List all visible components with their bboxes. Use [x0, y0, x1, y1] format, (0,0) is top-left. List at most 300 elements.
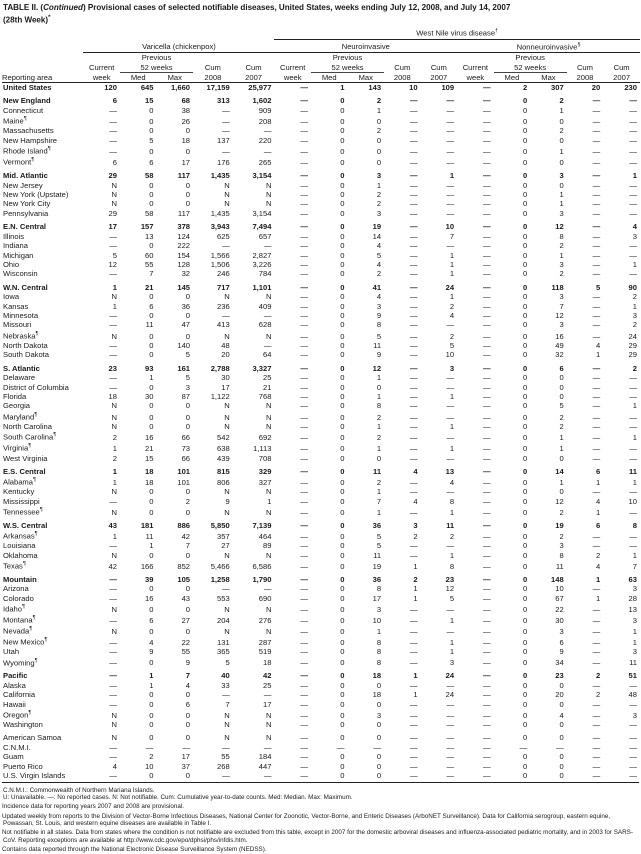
cell-varicella-cum-2008: 365 — [217, 647, 230, 657]
title-week: (28th Week) — [3, 15, 49, 25]
cell-nonneuroinvasive-current-week: — — [483, 392, 491, 401]
cell-varicella-cum-2008: N — [224, 507, 230, 517]
cell-nonneuroinvasive-med: 0 — [522, 250, 528, 260]
row-area-label: West Virginia — [3, 453, 48, 463]
cell-neuroinvasive-current-week: — — [300, 433, 308, 442]
header-52weeks-nonneuro: 52 weeks — [494, 63, 567, 73]
cell-nonneuroinvasive-max: 0 — [559, 453, 564, 463]
cell-neuroinvasive-med: 0 — [340, 615, 345, 625]
cell-varicella-max: 0 — [185, 126, 191, 136]
cell-neuroinvasive-cum-2007: — — [446, 720, 455, 730]
cell-varicella-cum-2008: 439 — [217, 453, 230, 463]
row-footnote-mark: ¶ — [44, 637, 48, 644]
table-row — [2, 373, 640, 382]
table-row — [2, 506, 640, 517]
cell-varicella-max: 26 — [181, 116, 191, 126]
cell-neuroinvasive-med: 0 — [340, 733, 345, 743]
row-footnote-mark: ¶ — [28, 710, 32, 717]
cell-nonneuroinvasive-current-week: — — [483, 250, 491, 260]
cell-nonneuroinvasive-med: 0 — [522, 761, 528, 771]
cell-varicella-cum-2008: — — [222, 742, 230, 752]
cell-varicella-current-week: 43 — [108, 520, 117, 530]
table-row — [2, 311, 640, 320]
cell-nonneuroinvasive-max: 11 — [555, 561, 564, 571]
cell-varicella-current-week: — — [109, 541, 117, 551]
cell-nonneuroinvasive-current-week: — — [483, 146, 491, 156]
cell-varicella-med: 1 — [149, 541, 154, 551]
cell-neuroinvasive-med: 0 — [340, 135, 345, 145]
cell-nonneuroinvasive-max: 2 — [559, 531, 564, 541]
cell-varicella-cum-2007: 329 — [258, 466, 272, 476]
cell-nonneuroinvasive-med: 0 — [522, 231, 528, 241]
cell-varicella-current-week: N — [111, 507, 117, 517]
cell-varicella-cum-2007: N — [265, 733, 272, 743]
cell-nonneuroinvasive-cum-2007: 1 — [632, 626, 637, 636]
cell-neuroinvasive-current-week: — — [300, 231, 308, 241]
row-area-label: Maryland¶ — [3, 411, 38, 422]
header-row-subgroups — [2, 39, 640, 53]
cell-varicella-current-week: — — [109, 241, 117, 251]
row-area-label: California — [3, 690, 36, 700]
cell-varicella-med: 5 — [149, 135, 154, 145]
header-cum-neuro-2008: Cum — [394, 63, 411, 73]
cell-varicella-cum-2008: 413 — [217, 320, 230, 330]
cell-neuroinvasive-max: 11 — [373, 340, 382, 350]
cell-varicella-cum-2007: N — [265, 292, 272, 302]
cell-neuroinvasive-current-week: — — [300, 541, 308, 551]
cell-nonneuroinvasive-current-week: — — [483, 658, 491, 668]
cell-nonneuroinvasive-med: 0 — [522, 373, 528, 383]
row-area-label: Connecticut — [3, 105, 44, 115]
cell-varicella-current-week: — — [109, 593, 117, 603]
cell-neuroinvasive-max: 14 — [372, 231, 382, 241]
cell-neuroinvasive-cum-2008: — — [409, 421, 418, 431]
cell-neuroinvasive-cum-2008: — — [409, 720, 418, 730]
table-row — [2, 283, 640, 292]
cell-varicella-cum-2008: N — [224, 331, 230, 341]
cell-neuroinvasive-cum-2007: — — [446, 373, 455, 383]
cell-nonneuroinvasive-current-week: — — [483, 626, 491, 636]
cell-neuroinvasive-med: 0 — [340, 487, 345, 497]
cell-varicella-cum-2007: — — [263, 126, 272, 136]
cell-varicella-med: 6 — [149, 615, 154, 625]
cell-nonneuroinvasive-current-week: — — [483, 680, 491, 690]
cell-nonneuroinvasive-max: 0 — [559, 761, 564, 771]
row-area-label: Indiana — [3, 241, 28, 251]
cell-neuroinvasive-cum-2008: — — [409, 401, 418, 411]
cell-neuroinvasive-cum-2007: 1 — [449, 507, 455, 517]
cell-varicella-current-week: — — [109, 584, 117, 594]
cell-neuroinvasive-cum-2007: 5 — [449, 340, 455, 350]
header-spacer-v-cur — [83, 53, 120, 63]
row-area-label: U.S. Virgin Islands — [3, 771, 66, 781]
cell-neuroinvasive-med: 0 — [340, 574, 345, 584]
row-area-label: Tennessee¶ — [3, 507, 43, 517]
cell-nonneuroinvasive-med: 0 — [522, 710, 528, 720]
cell-varicella-max: 0 — [185, 507, 191, 517]
cell-varicella-cum-2007: 692 — [258, 433, 272, 442]
cell-varicella-cum-2007: 208 — [258, 116, 272, 126]
cell-neuroinvasive-med: 0 — [340, 550, 345, 560]
cell-varicella-med: 0 — [149, 190, 154, 199]
cell-neuroinvasive-med: 0 — [340, 382, 345, 392]
cell-varicella-max: 0 — [185, 311, 191, 320]
cell-nonneuroinvasive-cum-2008: — — [592, 199, 601, 209]
cell-neuroinvasive-max: 8 — [376, 658, 382, 668]
cell-nonneuroinvasive-med: 0 — [522, 593, 528, 603]
cell-varicella-cum-2008: N — [224, 421, 230, 431]
cell-varicella-current-week: — — [109, 637, 117, 647]
cell-varicella-cum-2008: 3,943 — [210, 222, 230, 232]
cell-varicella-med: 11 — [145, 320, 154, 330]
cell-neuroinvasive-cum-2007: — — [446, 604, 455, 614]
table-row — [2, 521, 640, 530]
table-row — [2, 487, 640, 496]
row-area-label: Wyoming¶ — [3, 657, 38, 668]
cell-neuroinvasive-med: 0 — [340, 269, 345, 279]
cell-nonneuroinvasive-max: 0 — [559, 392, 564, 401]
footnote-dagger-text: Updated weekly from reports to the Division of Vector-Borne Infectious Diseases, National Center for Zoonotic, Vector-Borne, and Enteric Diseases (ArboNET Surveillance). Data for California serogroup, eastern equine, Powassan, St. Louis, and western equine diseases are available in Table I. — [2, 812, 611, 828]
cell-neuroinvasive-med: 0 — [340, 466, 345, 476]
cell-nonneuroinvasive-max: 1 — [559, 146, 564, 156]
cell-varicella-med: 0 — [149, 382, 154, 392]
row-area-label: District of Columbia — [3, 382, 69, 392]
cell-neuroinvasive-cum-2008: — — [409, 626, 418, 636]
cell-varicella-cum-2008: 131 — [217, 637, 230, 647]
cell-varicella-max: 4 — [185, 680, 191, 690]
cell-neuroinvasive-cum-2008: — — [409, 340, 418, 350]
table-row — [2, 743, 640, 752]
cell-neuroinvasive-max: 0 — [376, 733, 382, 743]
header-row-previous — [2, 53, 640, 63]
cell-neuroinvasive-cum-2008: — — [409, 477, 418, 487]
cell-nonneuroinvasive-cum-2007: 230 — [624, 83, 637, 93]
cell-neuroinvasive-current-week: — — [300, 520, 308, 530]
cell-varicella-current-week: — — [109, 771, 117, 781]
cell-nonneuroinvasive-med: 0 — [522, 363, 528, 373]
cell-neuroinvasive-max: 18 — [372, 671, 382, 681]
cell-nonneuroinvasive-cum-2007: — — [629, 146, 637, 156]
cell-neuroinvasive-cum-2008: — — [409, 199, 418, 209]
cell-nonneuroinvasive-current-week: — — [483, 126, 491, 136]
cell-varicella-max: 7 — [185, 671, 191, 681]
cell-varicella-cum-2007: 447 — [258, 761, 272, 771]
cell-nonneuroinvasive-cum-2007: 1 — [632, 550, 637, 560]
cell-neuroinvasive-med: 0 — [340, 373, 345, 383]
header-previous-varicella: Previous — [141, 53, 172, 63]
row-area-label: Utah — [3, 647, 20, 657]
cell-nonneuroinvasive-max: 2 — [559, 241, 564, 251]
cell-neuroinvasive-cum-2007: 3 — [449, 658, 455, 668]
cell-varicella-current-week: — — [109, 647, 117, 657]
cell-varicella-cum-2008: 17 — [221, 382, 230, 392]
row-area-label: Mississippi — [3, 496, 40, 506]
row-area-label: Rhode Island¶ — [3, 146, 51, 156]
cell-neuroinvasive-med: 0 — [340, 350, 345, 360]
cell-nonneuroinvasive-med: 0 — [522, 520, 528, 530]
cell-neuroinvasive-cum-2008: — — [409, 259, 418, 269]
cell-neuroinvasive-current-week: — — [300, 116, 308, 126]
cell-varicella-current-week: — — [109, 135, 117, 145]
cell-varicella-max: 6 — [185, 699, 191, 709]
cell-nonneuroinvasive-max: 30 — [555, 615, 564, 625]
cell-varicella-med: 1 — [149, 680, 154, 690]
cell-varicella-max: 0 — [185, 584, 191, 594]
cell-nonneuroinvasive-max: 0 — [559, 157, 564, 167]
cell-nonneuroinvasive-current-week: — — [483, 647, 491, 657]
cell-nonneuroinvasive-max: 0 — [559, 733, 564, 743]
cell-varicella-cum-2008: 638 — [217, 444, 230, 454]
cell-nonneuroinvasive-cum-2008: — — [592, 126, 601, 136]
cell-nonneuroinvasive-max: 4 — [559, 710, 564, 720]
cell-nonneuroinvasive-current-week: — — [483, 487, 491, 497]
cell-neuroinvasive-max: 3 — [376, 301, 382, 311]
cell-varicella-max: 124 — [177, 231, 191, 241]
row-area-label: Wisconsin — [3, 269, 38, 279]
footnote-section-text: Not notifiable in all states. Data from states where the condition is not notifiable are excluded from this table, except in 2007 for the domestic arboviral diseases and influenza-associated pediatric mortality, and in 2003 for SARS-CoV. Reporting exceptions are available at http://www.cdc.gov/epo/dphsi/phs/infdis.htm. — [2, 829, 633, 844]
cell-varicella-current-week: — — [109, 658, 117, 668]
cell-varicella-cum-2007: 7,139 — [252, 520, 272, 530]
cell-varicella-current-week: — — [109, 116, 117, 126]
cell-neuroinvasive-cum-2007: — — [446, 146, 455, 156]
cell-neuroinvasive-max: 1 — [376, 105, 382, 115]
cell-nonneuroinvasive-cum-2008: — — [592, 761, 601, 771]
cell-varicella-cum-2007: 276 — [258, 615, 272, 625]
cell-neuroinvasive-current-week: — — [300, 259, 308, 269]
cell-nonneuroinvasive-max: 12 — [555, 222, 564, 232]
cell-varicella-med: 4 — [149, 637, 154, 647]
cell-nonneuroinvasive-cum-2007: — — [629, 116, 637, 126]
cell-varicella-cum-2007: N — [265, 710, 272, 720]
cell-nonneuroinvasive-current-week: — — [483, 116, 491, 126]
cell-neuroinvasive-current-week: — — [300, 604, 308, 614]
cell-nonneuroinvasive-cum-2007: 3 — [632, 615, 637, 625]
cell-neuroinvasive-cum-2008: 1 — [413, 690, 418, 700]
row-area-label: North Dakota — [3, 340, 48, 350]
cell-varicella-cum-2008: N — [224, 710, 230, 720]
cell-nonneuroinvasive-max: 0 — [559, 487, 564, 497]
cell-varicella-current-week: — — [109, 671, 117, 681]
cell-neuroinvasive-med: 0 — [340, 671, 345, 681]
cell-varicella-cum-2007: N — [265, 401, 272, 411]
cell-nonneuroinvasive-cum-2007: 3 — [632, 584, 637, 594]
cell-nonneuroinvasive-current-week: — — [483, 531, 491, 541]
cell-nonneuroinvasive-current-week: — — [483, 301, 491, 311]
cell-nonneuroinvasive-max: 23 — [555, 671, 564, 681]
cell-nonneuroinvasive-cum-2008: 1 — [596, 574, 601, 584]
cell-nonneuroinvasive-max: 1 — [559, 190, 564, 199]
cell-nonneuroinvasive-cum-2007: — — [629, 771, 637, 781]
cell-neuroinvasive-current-week: — — [300, 742, 308, 752]
row-area-label: New Jersey — [3, 180, 43, 190]
cell-neuroinvasive-med: 0 — [340, 433, 345, 442]
header-week-neuro: week — [274, 72, 311, 82]
cell-varicella-cum-2007: N — [265, 190, 272, 199]
cell-nonneuroinvasive-cum-2007: — — [629, 761, 637, 771]
footnote-section — [3, 827, 638, 844]
cell-neuroinvasive-max: 0 — [376, 453, 382, 463]
cell-varicella-cum-2007: N — [265, 507, 272, 517]
cell-neuroinvasive-max: 1 — [376, 626, 382, 636]
cell-nonneuroinvasive-med: 0 — [522, 453, 528, 463]
cell-varicella-cum-2007: 1,113 — [253, 444, 272, 454]
cell-nonneuroinvasive-current-week: — — [483, 466, 491, 476]
cell-varicella-cum-2007: 6,586 — [252, 561, 272, 571]
cell-nonneuroinvasive-med: 0 — [522, 382, 528, 392]
cell-nonneuroinvasive-med: 0 — [522, 771, 528, 781]
cell-neuroinvasive-max: 3 — [376, 604, 382, 614]
cell-nonneuroinvasive-med: 0 — [522, 487, 528, 497]
cell-neuroinvasive-max: 0 — [376, 771, 382, 781]
cell-varicella-current-week: N — [111, 412, 117, 422]
cell-varicella-current-week: — — [109, 350, 117, 360]
cell-varicella-max: 66 — [181, 433, 191, 442]
cell-nonneuroinvasive-cum-2008: 6 — [596, 466, 601, 476]
cell-nonneuroinvasive-cum-2008: — — [592, 412, 601, 422]
cell-neuroinvasive-cum-2007: — — [446, 541, 455, 551]
cell-neuroinvasive-cum-2007: 1 — [449, 615, 455, 625]
cell-neuroinvasive-cum-2008: — — [409, 373, 418, 383]
cell-nonneuroinvasive-med: 0 — [522, 496, 528, 506]
cell-nonneuroinvasive-cum-2008: — — [592, 658, 601, 668]
row-footnote-mark: ¶ — [31, 157, 35, 164]
cell-varicella-med: 21 — [145, 282, 154, 292]
title-continued: Continued — [43, 3, 83, 12]
table-row — [2, 190, 640, 199]
cell-neuroinvasive-med: 1 — [340, 83, 345, 93]
cell-nonneuroinvasive-med: 0 — [522, 331, 528, 341]
cell-nonneuroinvasive-cum-2008: — — [592, 259, 601, 269]
cell-nonneuroinvasive-med: 0 — [522, 444, 528, 454]
cell-nonneuroinvasive-cum-2008: — — [592, 269, 601, 279]
cell-varicella-cum-2007: N — [265, 720, 272, 730]
cell-nonneuroinvasive-med: 0 — [522, 350, 528, 360]
row-footnote-mark: ¶ — [22, 604, 26, 611]
cell-varicella-max: 0 — [185, 401, 191, 411]
cell-neuroinvasive-max: 8 — [376, 637, 382, 647]
cell-nonneuroinvasive-max: 1 — [559, 105, 564, 115]
table-row — [2, 720, 640, 729]
cell-neuroinvasive-cum-2008: — — [409, 269, 418, 279]
header-spacer-v-c07 — [233, 53, 275, 63]
row-footnote-mark: ¶ — [34, 657, 38, 664]
cell-nonneuroinvasive-med: 0 — [522, 531, 528, 541]
cell-neuroinvasive-current-week: — — [300, 593, 308, 603]
cell-varicella-med: 0 — [149, 550, 154, 560]
cell-nonneuroinvasive-cum-2007: — — [629, 392, 637, 401]
notifiable-diseases-table — [2, 26, 640, 781]
cell-nonneuroinvasive-cum-2007: 29 — [628, 340, 637, 350]
table-row — [2, 330, 640, 341]
cell-nonneuroinvasive-cum-2008: — — [592, 382, 601, 392]
cell-varicella-max: 222 — [177, 241, 191, 251]
cell-varicella-cum-2008: N — [224, 190, 230, 199]
cell-varicella-max: 73 — [181, 444, 191, 454]
cell-neuroinvasive-cum-2008: — — [409, 647, 418, 657]
cell-nonneuroinvasive-current-week: — — [483, 83, 491, 93]
cell-neuroinvasive-med: 0 — [340, 292, 345, 302]
table-row — [2, 145, 640, 156]
cell-nonneuroinvasive-current-week: — — [483, 412, 491, 422]
cell-neuroinvasive-med: 0 — [340, 761, 345, 771]
cell-varicella-cum-2007: 327 — [258, 477, 272, 487]
cell-neuroinvasive-current-week: — — [300, 135, 308, 145]
cell-neuroinvasive-cum-2007: 1 — [449, 444, 455, 454]
cell-nonneuroinvasive-current-week: — — [483, 752, 491, 762]
header-cum-neuro-2007: Cum — [430, 63, 447, 73]
row-area-label: S. Atlantic — [3, 363, 40, 373]
cell-varicella-med: 157 — [140, 222, 154, 232]
cell-varicella-max: 37 — [181, 761, 191, 771]
cell-nonneuroinvasive-cum-2008: 1 — [596, 507, 601, 517]
table-row — [2, 181, 640, 190]
cell-nonneuroinvasive-cum-2007: — — [629, 720, 637, 730]
cell-neuroinvasive-max: 7 — [376, 496, 382, 506]
cell-varicella-current-week: — — [109, 699, 117, 709]
cell-varicella-cum-2007: — — [263, 311, 272, 320]
cell-neuroinvasive-cum-2007: 2 — [449, 301, 455, 311]
cell-nonneuroinvasive-current-week: — — [483, 231, 491, 241]
cell-nonneuroinvasive-med: 0 — [522, 301, 528, 311]
table-row — [2, 136, 640, 145]
cell-varicella-max: 117 — [177, 171, 191, 181]
cell-nonneuroinvasive-cum-2008: — — [592, 680, 601, 690]
cell-varicella-cum-2008: N — [224, 604, 230, 614]
cell-neuroinvasive-cum-2008: — — [409, 222, 418, 232]
cell-varicella-cum-2008: 236 — [217, 301, 230, 311]
nonneuro-footnote-mark: § — [577, 41, 581, 48]
table-row — [2, 350, 640, 359]
header-group-neuroinvasive: Neuroinvasive — [274, 39, 457, 53]
cell-neuroinvasive-cum-2007: — — [446, 241, 455, 251]
cell-nonneuroinvasive-med: 0 — [522, 671, 528, 681]
cell-neuroinvasive-med: 0 — [340, 171, 345, 181]
cell-neuroinvasive-med: 0 — [340, 392, 345, 401]
cell-neuroinvasive-cum-2008: — — [409, 637, 418, 647]
row-area-label: Louisiana — [3, 541, 36, 551]
cell-neuroinvasive-max: 36 — [372, 574, 382, 584]
cell-nonneuroinvasive-max: 12 — [555, 496, 564, 506]
header-group-nonneuroinvasive: Nonneuroinvasive§ — [457, 39, 640, 53]
cell-varicella-cum-2008: 717 — [217, 282, 230, 292]
cell-varicella-cum-2008: 9 — [225, 496, 230, 506]
cell-neuroinvasive-max: 0 — [376, 699, 382, 709]
cell-neuroinvasive-max: 8 — [376, 584, 382, 594]
cell-nonneuroinvasive-cum-2007: — — [629, 453, 637, 463]
cell-neuroinvasive-current-week: — — [300, 444, 308, 454]
cell-neuroinvasive-med: 0 — [340, 190, 345, 199]
cell-nonneuroinvasive-cum-2008: — — [592, 720, 601, 730]
cell-nonneuroinvasive-med: 0 — [522, 269, 528, 279]
cell-nonneuroinvasive-cum-2008: 1 — [596, 593, 601, 603]
table-row — [2, 733, 640, 742]
cell-nonneuroinvasive-max: 6 — [559, 637, 564, 647]
cell-neuroinvasive-cum-2008: — — [409, 96, 418, 106]
table-row — [2, 551, 640, 560]
row-footnote-mark: ¶ — [23, 116, 27, 123]
cell-varicella-max: 17 — [181, 752, 191, 762]
row-footnote-mark: ¶ — [34, 531, 38, 538]
cell-varicella-med: 0 — [149, 507, 154, 517]
cell-varicella-max: 9 — [185, 658, 191, 668]
cell-varicella-current-week: 18 — [108, 392, 117, 401]
header-med-varicella: Med — [120, 72, 157, 82]
header-group-west-nile: West Nile virus disease† — [274, 26, 640, 39]
cell-varicella-cum-2008: 806 — [217, 477, 230, 487]
footnote-dagger — [3, 811, 638, 828]
table-row — [2, 690, 640, 699]
row-area-label: Idaho¶ — [3, 604, 26, 614]
